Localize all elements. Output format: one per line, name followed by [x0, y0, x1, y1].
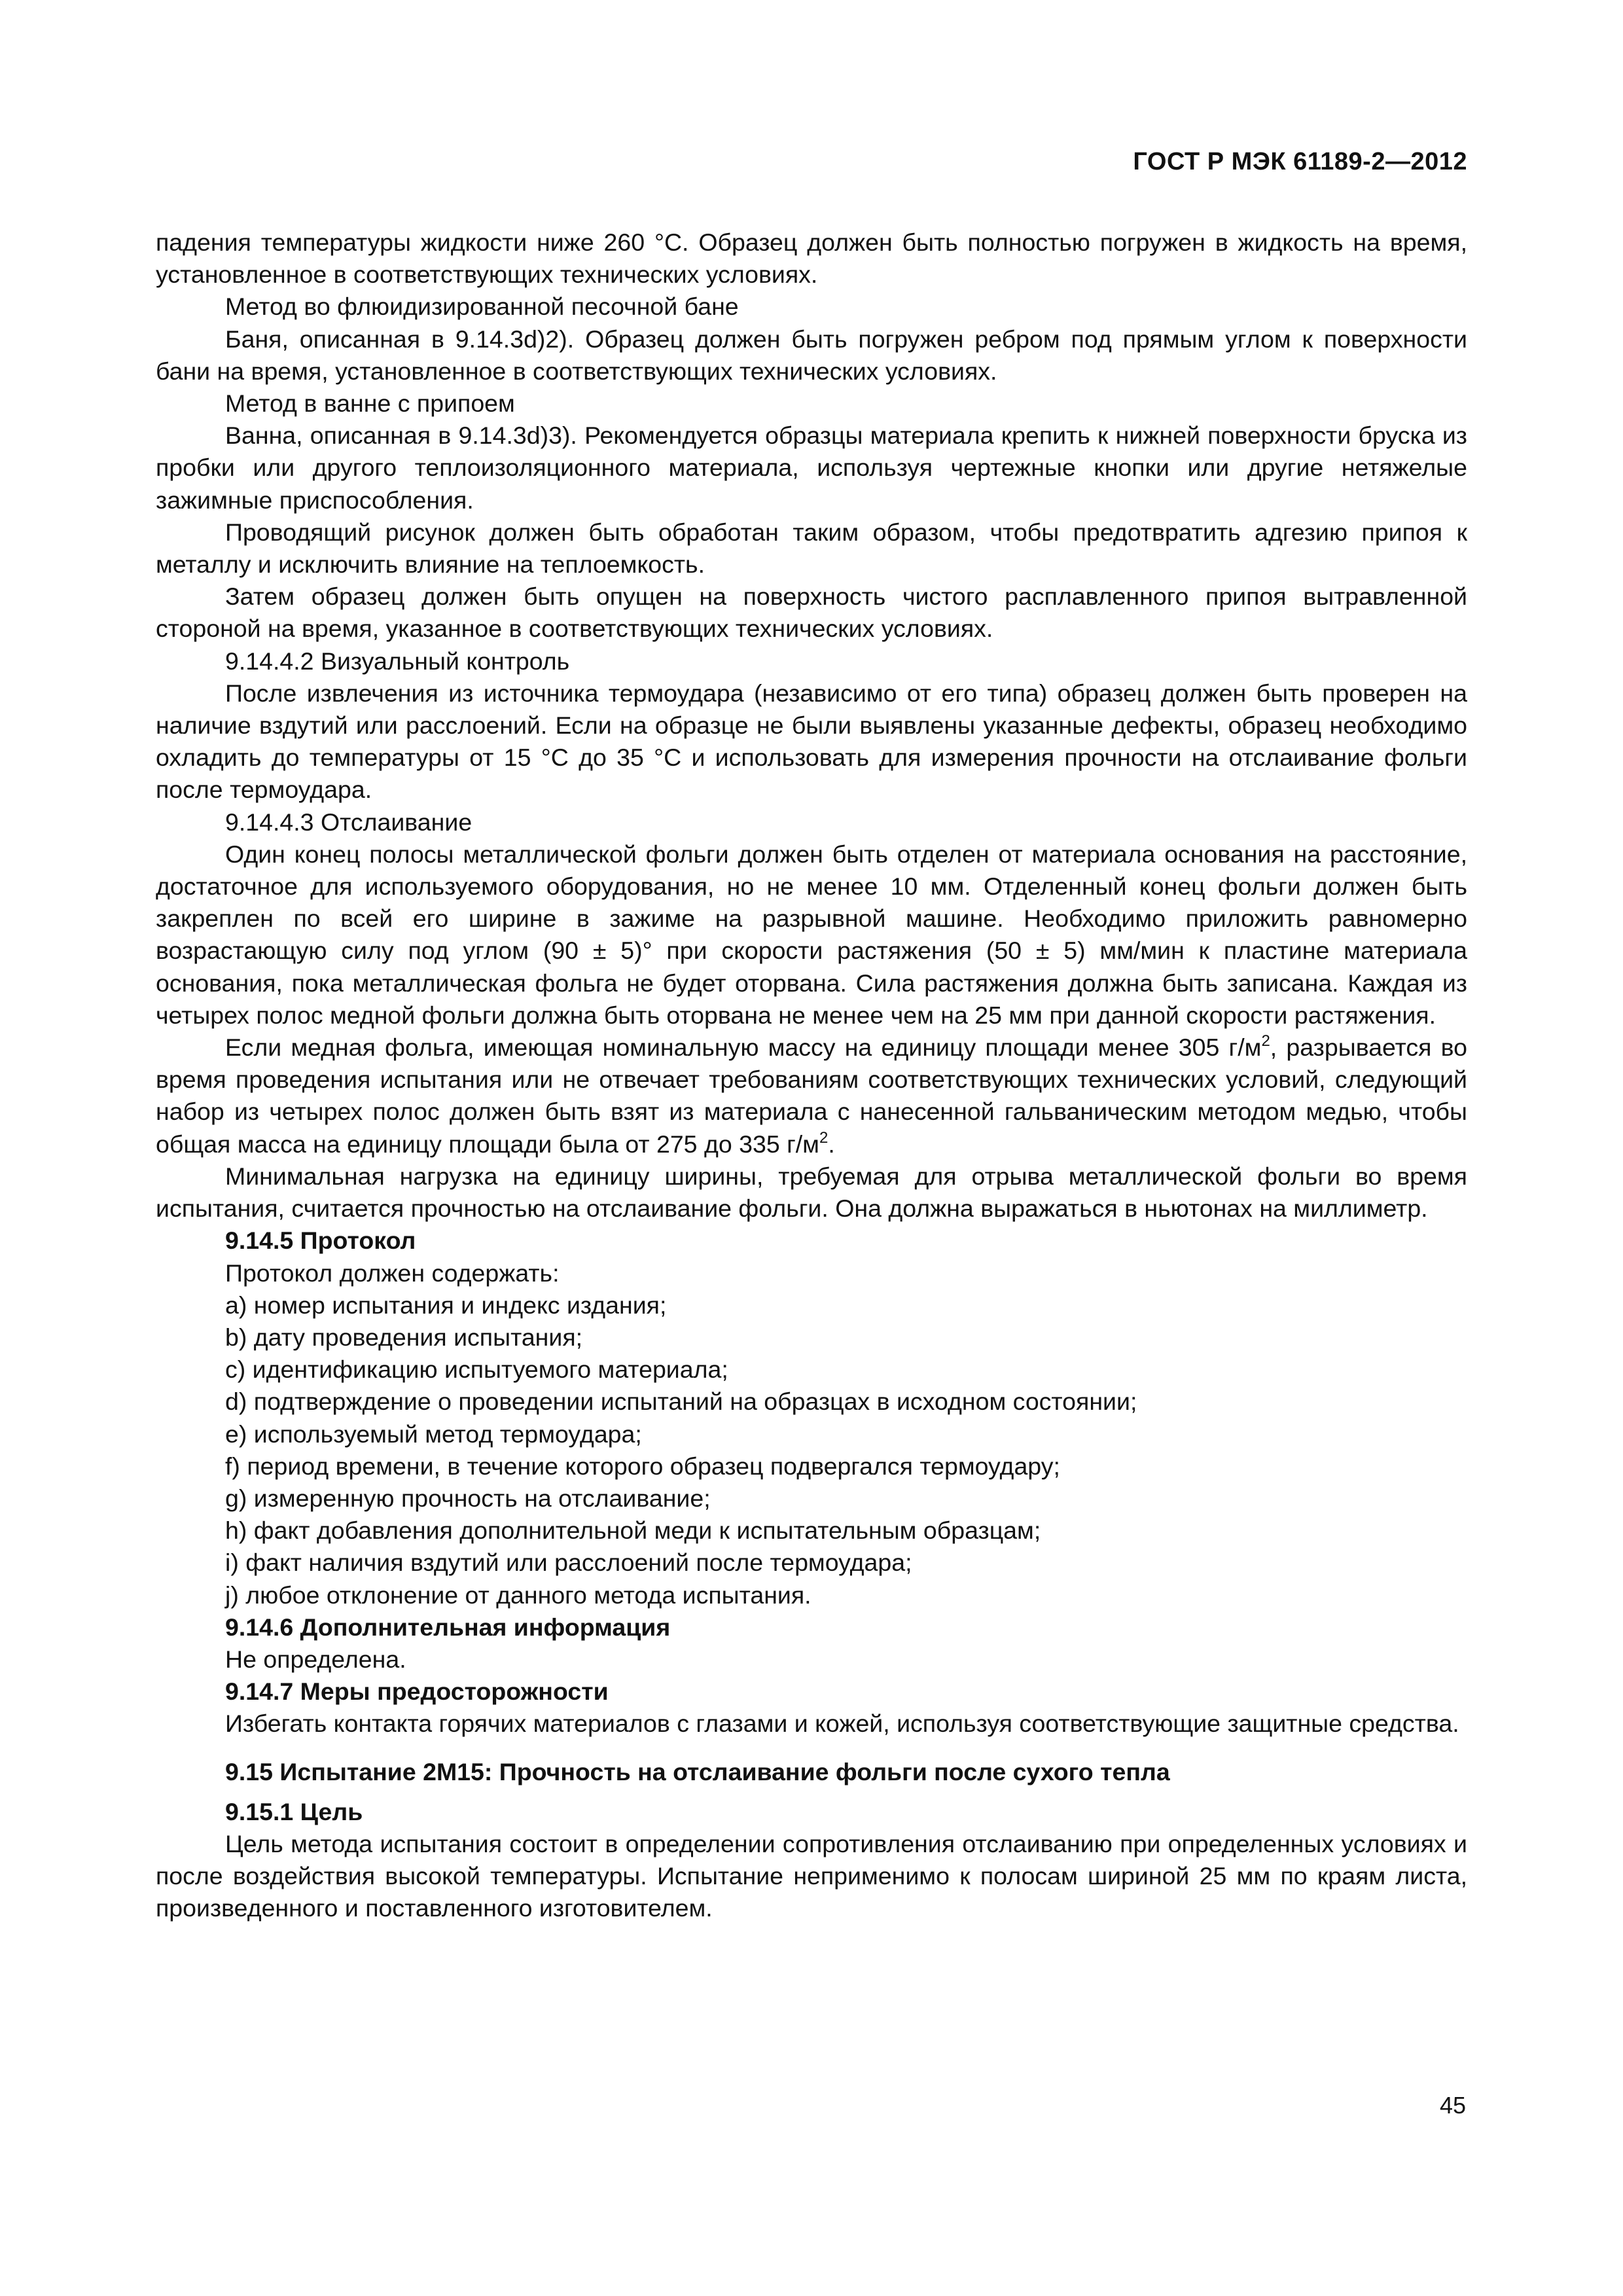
list-item: b) дату проведения испытания;: [225, 1323, 583, 1351]
paragraph: Баня, описанная в 9.14.3d)2). Образец должен быть погружен ребром под прямым углом к поверхности бани на время, установленное в соответствующих технических условиях.: [156, 325, 1467, 385]
paragraph: Ванна, описанная в 9.14.3d)3). Рекомендуется образцы материала крепить к нижней поверхности бруска из пробки или другого теплоизоляционного материала, используя чертежные кнопки или другие нетяжелые зажимные приспособления.: [156, 422, 1467, 514]
list-item: j) любое отклонение от данного метода испытания.: [225, 1581, 812, 1609]
method-heading-solder-bath: Метод в ванне с припоем: [225, 389, 515, 418]
list-item: g) измеренную прочность на отслаивание;: [225, 1484, 711, 1512]
section-heading-additional-info: 9.14.6 Дополнительная информация: [225, 1613, 671, 1641]
superscript: 2: [1261, 1032, 1270, 1050]
list-item: h) факт добавления дополнительной меди к испытательным образцам;: [225, 1516, 1041, 1545]
section-heading-protocol: 9.14.5 Протокол: [225, 1227, 416, 1255]
list-item: i) факт наличия вздутий или расслоений после термоудара;: [225, 1549, 912, 1577]
subsection-heading-peeling: 9.14.4.3 Отслаивание: [225, 808, 473, 836]
subsection-heading-visual-inspection: 9.14.4.2 Визуальный контроль: [225, 647, 570, 675]
page-number: 45: [1439, 2092, 1466, 2119]
paragraph: Проводящий рисунок должен быть обработан таким образом, чтобы предотвратить адгезию припоя к металлу и исключить влияние на теплоемкость.: [156, 518, 1467, 579]
paragraph: Минимальная нагрузка на единицу ширины, требуемая для отрыва металлической фольги во время испытания, считается прочностью на отслаивание фольги. Она должна выражаться в ньютонах на миллиметр.: [156, 1162, 1467, 1223]
text-segment: .: [828, 1130, 835, 1158]
document-code-header: ГОСТ Р МЭК 61189-2—2012: [1133, 148, 1467, 175]
paragraph: Цель метода испытания состоит в определении сопротивления отслаиванию при определенных условиях и после воздействия высокой температуры. Испытание неприменимо к полосам шириной 25 мм по краям листа, произведенного и поставленного изготовителем.: [156, 1829, 1467, 1922]
text-segment: Если медная фольга, имеющая номинальную массу на единицу площади менее 305 г/м: [225, 1033, 1262, 1062]
list-item: e) используемый метод термоудара;: [225, 1420, 642, 1448]
list-item: f) период времени, в течение которого образец подвергался термоудару;: [225, 1452, 1060, 1480]
paragraph: Один конец полосы металлической фольги должен быть отделен от материала основания на расстояние, достаточное для используемого оборудования, но не менее 10 мм. Отделенный конец фольги должен быть закреплен по всей его ширине в зажиме на разрывной машине. Необходимо приложить равномерно возрастающую силу под углом (90 ± 5)° при скорости растяжения (50 ± 5) мм/мин к пластине материала основания, пока металлическая фольга не будет оторвана. Сила растяжения должна быть записана. Каждая из четырех полос медной фольги должна быть оторвана не менее чем на 25 мм при данной скорости растяжения.: [156, 840, 1467, 1029]
paragraph: После извлечения из источника термоудара (независимо от его типа) образец должен быть проверен на наличие вздутий или расслоений. Если на образце не были выявлены указанные дефекты, образец необходимо охладить до температуры от 15 °С до 35 °С и использовать для измерения прочности на отслаивание фольги после термоудара.: [156, 679, 1467, 804]
section-heading-safety: 9.14.7 Меры предосторожности: [225, 1677, 609, 1706]
paragraph: Не определена.: [225, 1645, 406, 1673]
section-heading-test-2m15: 9.15 Испытание 2М15: Прочность на отслаивание фольги после сухого тепла: [225, 1757, 1170, 1785]
document-body: [156, 226, 1467, 1925]
list-item: a) номер испытания и индекс издания;: [225, 1291, 667, 1319]
list-item: d) подтверждение о проведении испытаний на образцах в исходном состоянии;: [225, 1388, 1137, 1416]
section-heading-purpose: 9.15.1 Цель: [225, 1797, 363, 1825]
paragraph: Протокол должен содержать:: [225, 1259, 560, 1287]
text-segment: , разрывается во время проведения испытания или не отвечает требованиям соответствующих технических условий, следующий набор из четырех полос должен быть взят из материала с нанесенной гальваническим методом медью, чтобы общая масса на единицу площади была от 275 до 335 г/м: [156, 1033, 1468, 1158]
superscript: 2: [819, 1128, 829, 1147]
paragraph: Затем образец должен быть опущен на поверхность чистого расплавленного припоя вытравленной стороной на время, указанное в соответствующих технических условиях.: [156, 583, 1467, 643]
paragraph: падения температуры жидкости ниже 260 °С. Образец должен быть полностью погружен в жидкость на время, установленное в соответствующих технических условиях.: [156, 228, 1467, 289]
paragraph: Избегать контакта горячих материалов с глазами и кожей, используя соответствующие защитные средства.: [225, 1710, 1459, 1738]
list-item: c) идентификацию испытуемого материала;: [225, 1355, 728, 1384]
paragraph-copper-foil: [156, 1031, 1467, 1160]
method-heading-fluidized-bath: Метод во флюидизированной песочной бане: [225, 293, 739, 321]
